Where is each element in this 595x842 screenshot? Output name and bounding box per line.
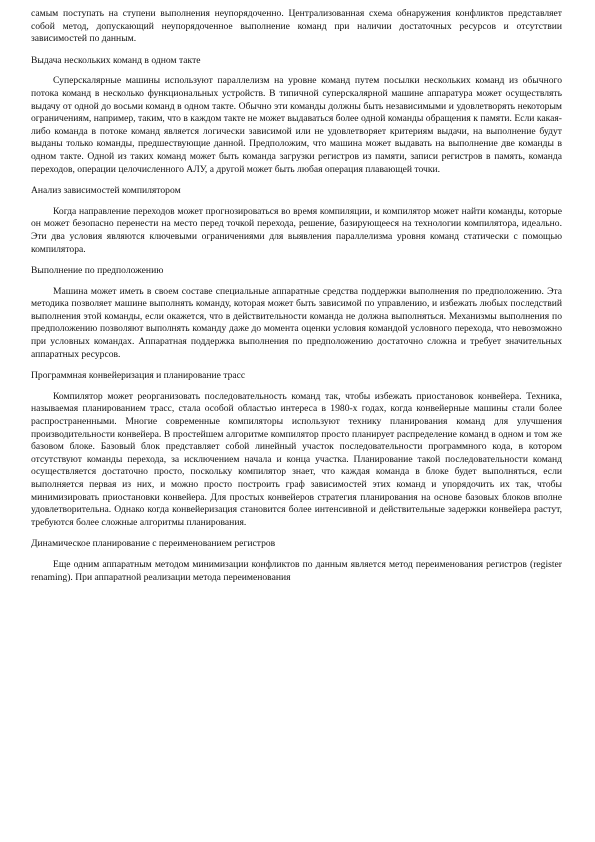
section-text-register-renaming: Еще одним аппаратным методом минимизации конфликтов по данным является метод переименования регистров (register renaming). При аппаратной реализации метода переименования (31, 558, 562, 583)
section-heading-software-pipelining: Программная конвейеризация и планирование трасс (31, 370, 246, 382)
top-paragraph: самым поступать на ступени выполнения неупорядоченно. Централизованная схема обнаружения конфликтов представляет собой метод, допускающий неупорядоченное выполнение команд при наличии достаточных ресурсов и отсутствии зависимостей по данным. (31, 8, 562, 45)
section-text-compiler-analysis: Когда направление переходов может прогнозироваться во время компиляции, и компилятор может найти команды, которые он может безопасно перенести на место перед точкой перехода, решение, базирующееся на технологии компилятора, идеально. Эти два условия являются ключевыми ограничениями для выявления параллелизма уровня команд статически с помощью компилятора. (31, 205, 562, 255)
section-heading-register-renaming: Динамическое планирование с переименованием регистров (31, 538, 276, 550)
section-heading-multiple-issue: Выдача нескольких команд в одном такте (31, 54, 201, 66)
section-heading-compiler-analysis: Анализ зависимостей компилятором (31, 185, 181, 197)
section-text-multiple-issue: Суперскалярные машины используют параллелизм на уровне команд путем посылки нескольких команд из обычного потока команд в несколько функциональных устройств. В типичной суперскалярной машине аппаратура может осуществлять выдачу от одной до восьми команд в одном такте. Обычно эти команды должны быть независимыми и удовлетворять некоторым ограничениям, например, таким, что в каждом такте не может выдаваться более одной команды обращения к памяти. Если какая-либо команда в потоке команд является логически зависимой или не удовлетворяет критериям выдачи, на выполнение будут выданы только команды, предшествующие данной. Предположим, что машина может выдавать на выполнение две команды в одном такте. Одной из таких команд может быть команда загрузки регистров из памяти, записи регистров в память, команда переходов, операции целочисленного АЛУ, а другой может быть любая операция плавающей точки. (31, 75, 562, 175)
section-text-speculative-execution: Машина может иметь в своем составе специальные аппаратные средства поддержки выполнения по предположению. Эта методика позволяет машине выполнять команду, которая может быть зависимой по управлению, и избежать любых последствий выполнения этой команды, если окажется, что в действительности команда не должна выполняться. Механизмы выполнения по предположению позволяют выполнять команду даже до момента оценки условия командой условного перехода, что невозможно при условных командах. Аппаратная поддержка выполнения по предположению достаточно сложна и требует значительных аппаратных ресурсов. (31, 285, 562, 360)
section-heading-speculative-execution: Выполнение по предположению (31, 265, 164, 277)
section-text-software-pipelining: Компилятор может реорганизовать последовательность команд так, чтобы избежать приостановок конвейера. Техника, называемая планированием трасс, стала особой областью интереса в 1980-х годах, когда конвейерные машины стали более распространенными. Многие современные компиляторы используют технику планирования команд для улучшения производительности конвейера. В простейшем алгоритме компилятор просто планирует распределение команд в одном и том же базовом блоке. Базовый блок представляет собой линейный участок последовательности программного кода, в котором отсутствуют команды перехода, за исключением начала и конца участка. Планирование такой последовательности команд осуществляется достаточно просто, поскольку компилятор знает, что каждая команда в блоке будет выполняться, если выполняется первая из них, и можно просто построить граф зависимостей этих команд и упорядочить их так, чтобы минимизировать приостановки конвейера. Для простых конвейеров стратегия планирования на основе базовых блоков вполне удовлетворительна. Однако когда конвейеризация становится более интенсивной и действительные задержки конвейера растут, требуются более сложные алгоритмы планирования. (31, 390, 562, 528)
document-page (31, 8, 562, 584)
